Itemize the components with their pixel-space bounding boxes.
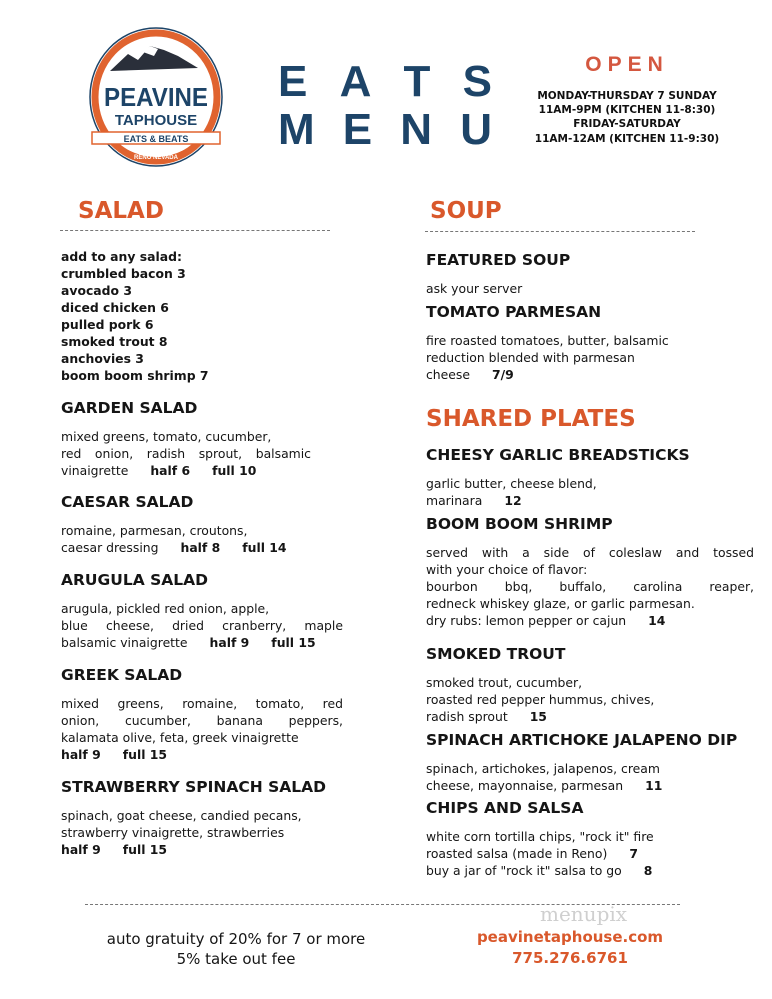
item-description bbox=[426, 475, 706, 509]
description-text: redneck whiskey glaze, or garlic parmesan. bbox=[426, 596, 695, 611]
item-price: 11 bbox=[645, 778, 663, 793]
description-text: garlic butter, cheese blend, bbox=[426, 476, 597, 491]
item-description bbox=[426, 674, 706, 725]
svg-text:PEAVINE: PEAVINE bbox=[104, 82, 208, 112]
description-line bbox=[426, 544, 754, 561]
description-text: roasted salsa (made in Reno) bbox=[426, 846, 608, 861]
description-text: radish sprout bbox=[426, 709, 508, 724]
menu-item bbox=[61, 570, 343, 651]
description-text: mixed greens, romaine, tomato, red bbox=[61, 696, 343, 711]
soup-heading: SOUP bbox=[430, 198, 502, 224]
title-letter: A bbox=[339, 57, 372, 106]
menu-item bbox=[61, 777, 327, 858]
addon-item: add to any salad: bbox=[61, 249, 182, 264]
title-menu bbox=[278, 106, 492, 154]
open-heading: OPEN bbox=[585, 53, 669, 76]
menu-item bbox=[426, 730, 738, 794]
item-description bbox=[426, 332, 706, 383]
item-name: SMOKED TROUT bbox=[426, 645, 566, 663]
description-line bbox=[61, 445, 311, 462]
description-text: reduction blended with parmesan bbox=[426, 350, 635, 365]
description-line bbox=[61, 824, 321, 841]
hours-line: 11AM-9PM (KITCHEN 11-8:30) bbox=[538, 104, 716, 117]
item-description bbox=[426, 544, 754, 629]
addon-item: smoked trout 8 bbox=[61, 334, 168, 349]
description-line bbox=[61, 634, 343, 651]
addon-item: crumbled bacon 3 bbox=[61, 266, 186, 281]
item-price: full 14 bbox=[242, 540, 287, 555]
shared-plates-heading: SHARED PLATES bbox=[426, 406, 636, 432]
title-letter: U bbox=[460, 105, 492, 154]
item-price: full 15 bbox=[271, 635, 316, 650]
hours-line: MONDAY-THURSDAY 7 SUNDAY bbox=[537, 90, 717, 102]
phone-number[interactable]: 775.276.6761 bbox=[512, 949, 628, 967]
description-line bbox=[426, 612, 754, 629]
description-text: dry rubs: lemon pepper or cajun bbox=[426, 613, 627, 628]
description-line bbox=[426, 366, 706, 383]
salad-addons bbox=[61, 248, 209, 384]
menu-item bbox=[61, 492, 311, 556]
description-text: spinach, goat cheese, candied pecans, bbox=[61, 808, 302, 823]
description-text: cheese bbox=[426, 367, 470, 382]
salad-heading: SALAD bbox=[78, 198, 164, 224]
menu-item bbox=[426, 302, 706, 383]
description-line bbox=[426, 578, 754, 595]
description-line bbox=[61, 617, 343, 634]
description-text: romaine, parmesan, croutons, bbox=[61, 523, 248, 538]
item-description bbox=[426, 280, 706, 297]
title-eats bbox=[278, 58, 492, 106]
description-line bbox=[61, 462, 311, 479]
item-name: ARUGULA SALAD bbox=[61, 571, 208, 589]
title-letter: T bbox=[403, 57, 431, 106]
item-description bbox=[61, 428, 311, 479]
item-price: full 15 bbox=[122, 747, 168, 762]
item-price: full 10 bbox=[212, 463, 257, 478]
item-price: 7 bbox=[629, 846, 638, 861]
description-line bbox=[61, 807, 321, 824]
description-line bbox=[426, 845, 706, 862]
item-price: half 9 bbox=[209, 635, 250, 650]
item-name: CHEESY GARLIC BREADSTICKS bbox=[426, 446, 690, 464]
description-line bbox=[61, 600, 343, 617]
item-name: FEATURED SOUP bbox=[426, 251, 571, 269]
menu-item bbox=[426, 250, 706, 297]
description-text: fire roasted tomatoes, butter, balsamic bbox=[426, 333, 669, 348]
description-line bbox=[426, 760, 706, 777]
description-text: ask your server bbox=[426, 281, 523, 296]
description-line bbox=[426, 561, 754, 578]
menu-item bbox=[426, 644, 706, 725]
item-description bbox=[61, 522, 311, 556]
item-price: 14 bbox=[648, 613, 666, 628]
description-line bbox=[426, 332, 706, 349]
description-line bbox=[426, 828, 706, 845]
item-name: SPINACH ARTICHOKE JALAPENO DIP bbox=[426, 731, 738, 749]
item-price: 8 bbox=[643, 863, 653, 878]
footer-contact bbox=[455, 927, 685, 968]
description-line bbox=[426, 475, 706, 492]
description-text: bourbon bbq, buffalo, carolina reaper, bbox=[426, 579, 754, 594]
svg-text:EATS & BEATS: EATS & BEATS bbox=[123, 134, 189, 144]
item-name: STRAWBERRY SPINACH SALAD bbox=[61, 778, 327, 796]
description-line bbox=[426, 777, 706, 794]
description-text: spinach, artichokes, jalapenos, cream bbox=[426, 761, 660, 776]
opening-hours bbox=[527, 89, 727, 146]
description-text: roasted red pepper hummus, chives, bbox=[426, 692, 655, 707]
description-text: onion, cucumber, banana peppers, bbox=[61, 713, 343, 728]
description-line bbox=[61, 695, 343, 712]
description-text: caesar dressing bbox=[61, 540, 159, 555]
svg-text:RENO NEVADA: RENO NEVADA bbox=[134, 155, 178, 161]
title-letter: E bbox=[278, 57, 308, 106]
item-price: 7/9 bbox=[492, 367, 514, 382]
addon-item: avocado 3 bbox=[61, 283, 132, 298]
item-price: half 9 bbox=[61, 747, 101, 762]
description-line bbox=[61, 841, 321, 858]
description-text: marinara bbox=[426, 493, 483, 508]
svg-text:TAPHOUSE: TAPHOUSE bbox=[114, 112, 198, 129]
item-name: CAESAR SALAD bbox=[61, 493, 194, 511]
addon-item: anchovies 3 bbox=[61, 351, 144, 366]
description-line bbox=[61, 428, 311, 445]
addon-item: diced chicken 6 bbox=[61, 300, 169, 315]
item-description bbox=[61, 807, 321, 858]
description-line bbox=[61, 746, 343, 763]
description-line bbox=[426, 280, 706, 297]
item-price: half 8 bbox=[180, 540, 221, 555]
description-text: mixed greens, tomato, cucumber, bbox=[61, 429, 272, 444]
description-text: vinaigrette bbox=[61, 463, 129, 478]
item-price: 15 bbox=[529, 709, 547, 724]
menu-item bbox=[426, 514, 754, 629]
description-line bbox=[426, 595, 754, 612]
takeout-fee-note: 5% take out fee bbox=[176, 950, 296, 968]
item-description bbox=[426, 760, 706, 794]
item-description bbox=[61, 600, 343, 651]
description-line bbox=[61, 539, 311, 556]
description-text: with your choice of flavor: bbox=[426, 562, 588, 577]
description-line bbox=[426, 862, 706, 879]
item-price: half 9 bbox=[61, 842, 101, 857]
description-text: served with a side of coleslaw and tossed bbox=[426, 545, 754, 560]
soup-divider bbox=[425, 231, 695, 232]
addon-item: pulled pork 6 bbox=[61, 317, 154, 332]
menu-item bbox=[61, 398, 311, 479]
website-link[interactable]: peavinetaphouse.com bbox=[476, 928, 664, 946]
description-line bbox=[426, 674, 706, 691]
description-text: cheese, mayonnaise, parmesan bbox=[426, 778, 624, 793]
description-text: white corn tortilla chips, "rock it" fire bbox=[426, 829, 654, 844]
item-name: TOMATO PARMESAN bbox=[426, 303, 602, 321]
peavine-taphouse-logo bbox=[88, 26, 224, 168]
item-name: CHIPS AND SALSA bbox=[426, 799, 584, 817]
salad-divider bbox=[60, 230, 330, 231]
description-text: buy a jar of "rock it" salsa to go bbox=[426, 863, 622, 878]
description-line bbox=[426, 708, 706, 725]
description-text: red onion, radish sprout, balsamic bbox=[61, 446, 311, 461]
description-text: balsamic vinaigrette bbox=[61, 635, 188, 650]
addon-item: boom boom shrimp 7 bbox=[61, 368, 209, 383]
description-line bbox=[61, 729, 343, 746]
description-line bbox=[426, 691, 706, 708]
item-price: 12 bbox=[504, 493, 522, 508]
menu-item bbox=[426, 798, 706, 879]
description-text: smoked trout, cucumber, bbox=[426, 675, 583, 690]
title-letter: S bbox=[462, 57, 492, 106]
description-line bbox=[426, 349, 706, 366]
description-line bbox=[61, 712, 343, 729]
item-price: half 6 bbox=[150, 463, 191, 478]
title-letter: E bbox=[342, 105, 373, 154]
footer-notes bbox=[86, 929, 386, 969]
watermark: menupix bbox=[540, 902, 628, 926]
item-name: GARDEN SALAD bbox=[61, 399, 198, 417]
hours-line: FRIDAY-SATURDAY bbox=[573, 118, 681, 131]
item-name: GREEK SALAD bbox=[61, 666, 183, 684]
description-line bbox=[61, 522, 311, 539]
description-text: blue cheese, dried cranberry, maple bbox=[61, 618, 343, 633]
menu-item bbox=[61, 665, 343, 763]
item-description bbox=[61, 695, 343, 763]
gratuity-note: auto gratuity of 20% for 7 or more bbox=[106, 930, 366, 948]
title-letter: M bbox=[278, 105, 315, 154]
title-letter: N bbox=[400, 105, 433, 154]
description-line bbox=[426, 492, 706, 509]
item-name: BOOM BOOM SHRIMP bbox=[426, 515, 613, 533]
menu-item bbox=[426, 445, 706, 509]
item-description bbox=[426, 828, 706, 879]
description-text: kalamata olive, feta, greek vinaigrette bbox=[61, 730, 299, 745]
description-text: arugula, pickled red onion, apple, bbox=[61, 601, 270, 616]
item-price: full 15 bbox=[122, 842, 168, 857]
hours-line: 11AM-12AM (KITCHEN 11-9:30) bbox=[534, 132, 720, 145]
description-text: strawberry vinaigrette, strawberries bbox=[61, 825, 285, 840]
